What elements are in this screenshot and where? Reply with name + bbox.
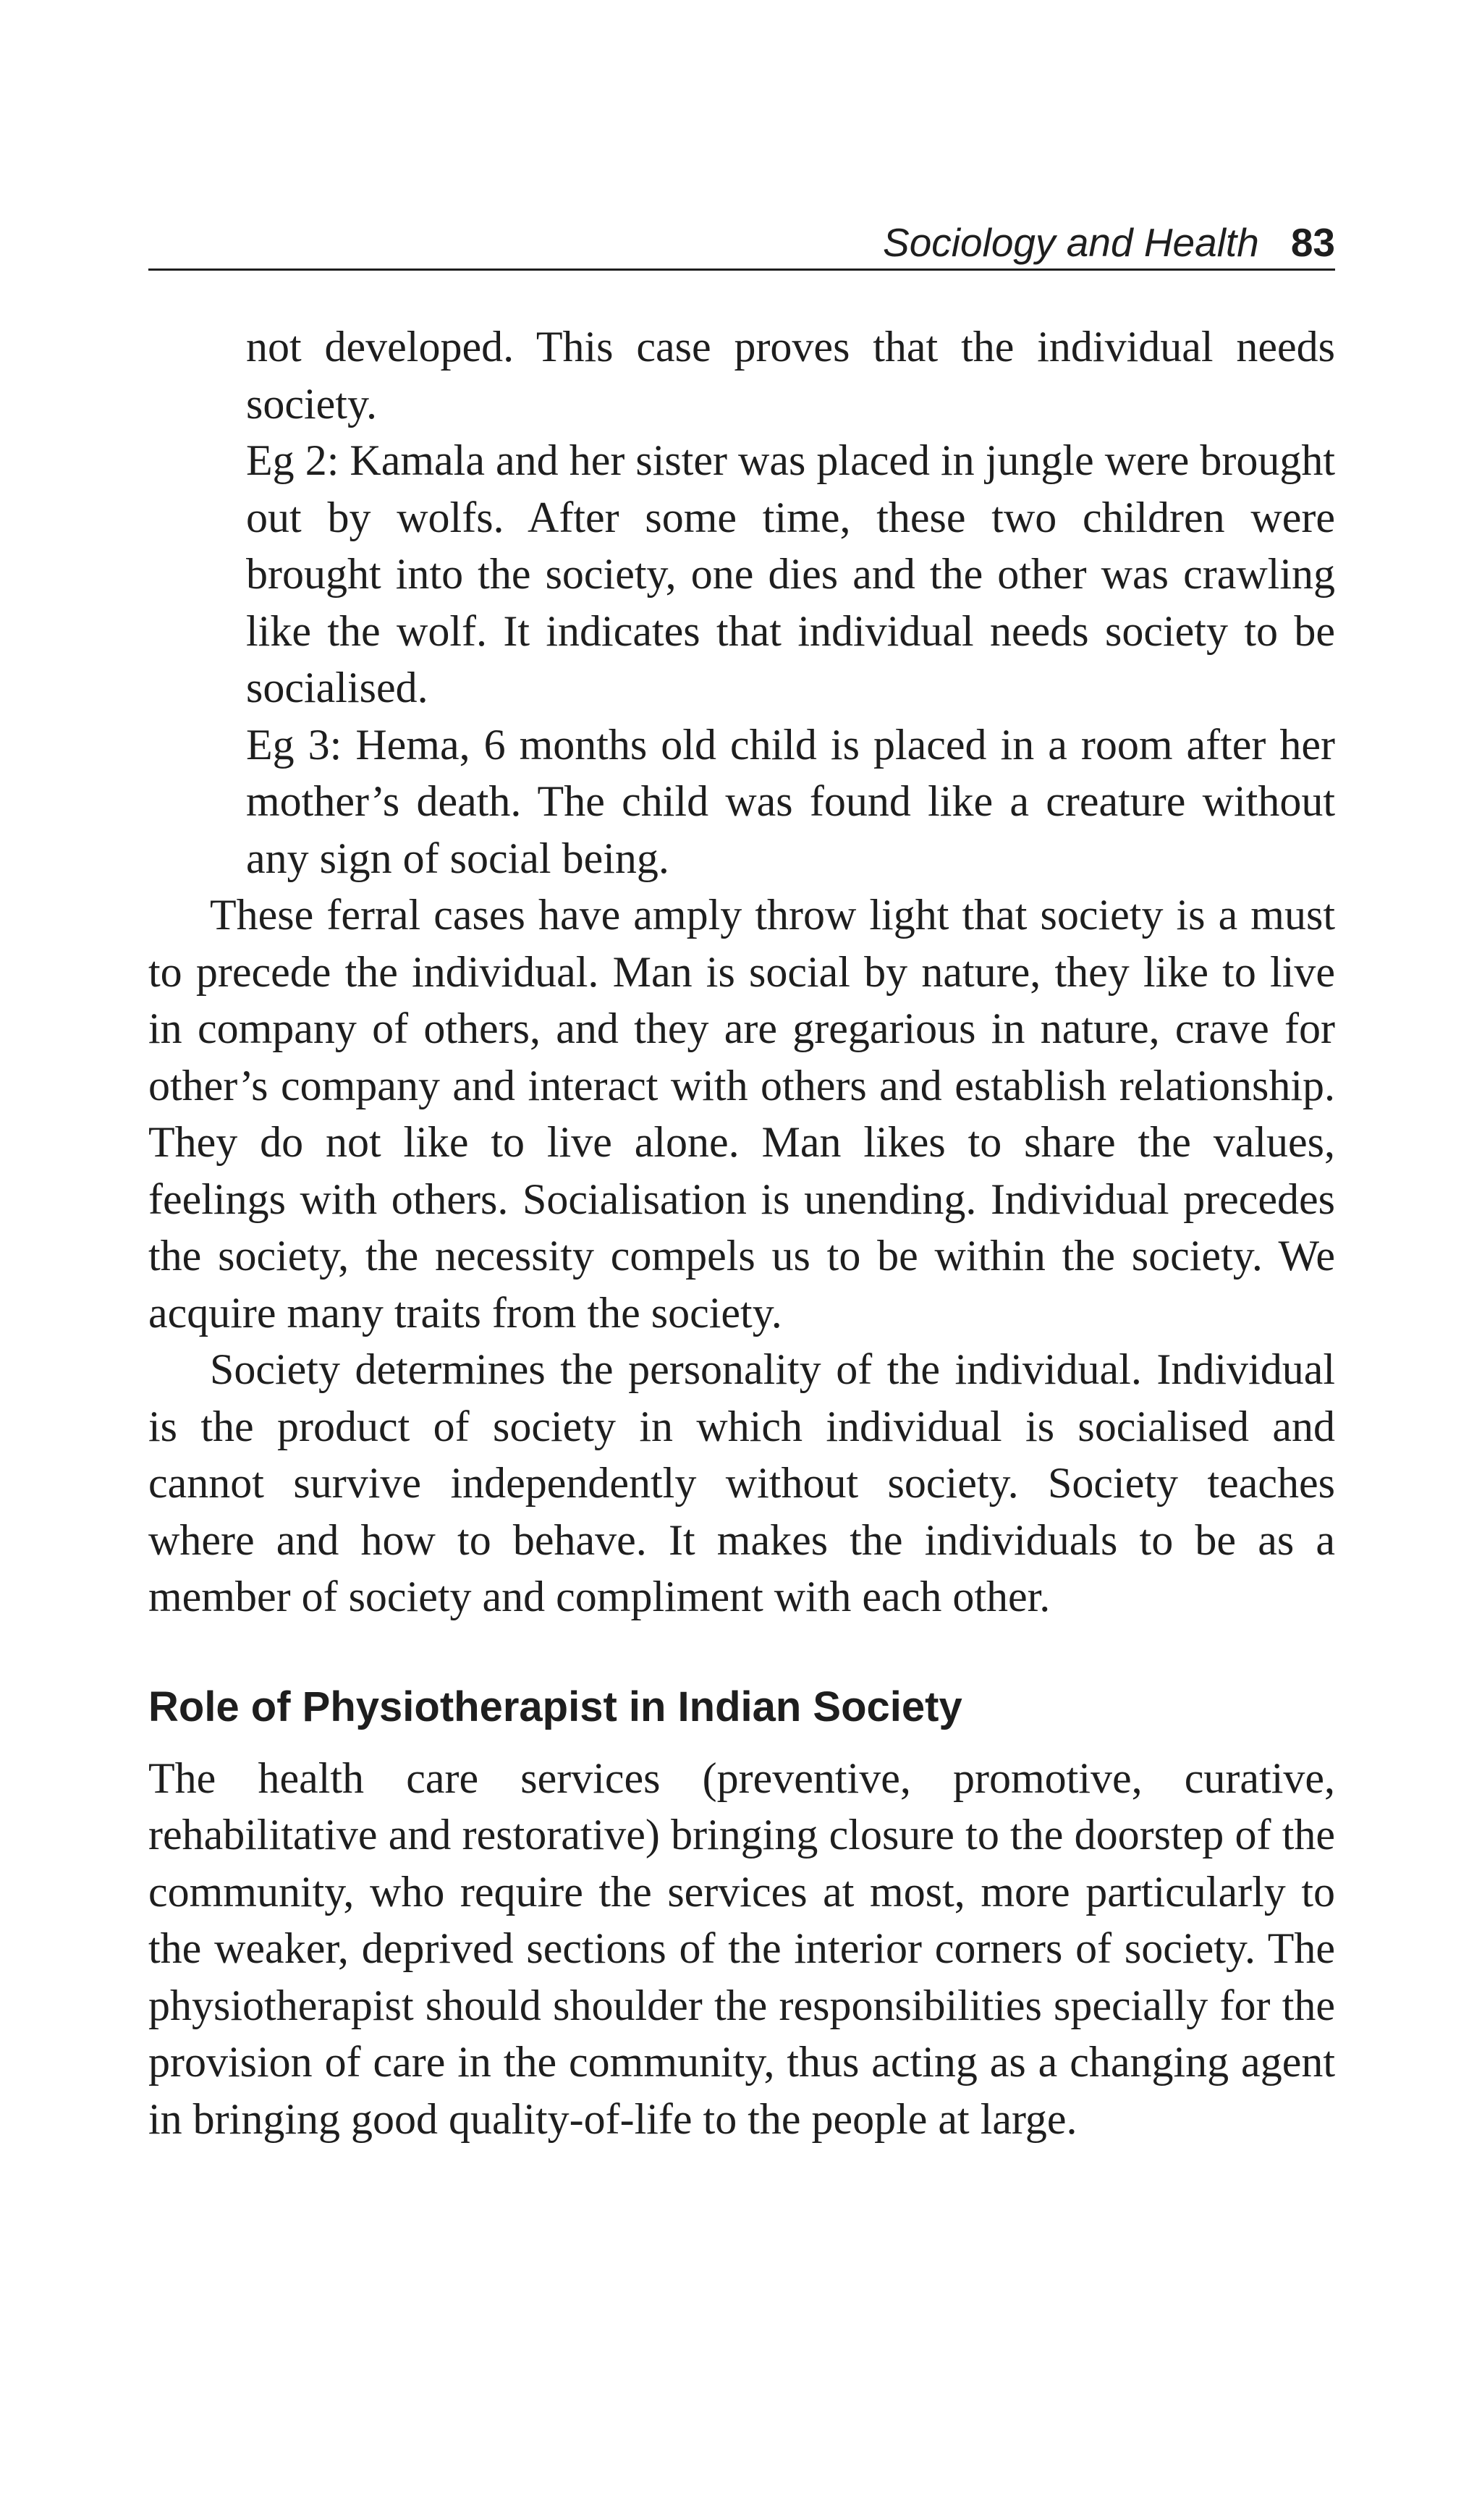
example-3: Eg 3: Hema, 6 months old child is placed in a room after her mother’s death. The child was found like a creature without any sign of social being. xyxy=(246,720,1335,882)
page-body xyxy=(148,318,1335,2147)
page-header xyxy=(148,214,1335,271)
running-title: Sociology and Health xyxy=(883,220,1259,265)
paragraph-ferral-cases: These ferral cases have amply throw light that society is a must to precede the individual. Man is social by nature, they like to live in company of others, and they are gregarious in nature, crave for other’s company and interact with others and establish relationship. They do not like to live alone. Man likes to share the values, feelings with others. Socialisation is unending. Individual precedes the society, the necessity compels us to be within the society. We acquire many traits from the society. xyxy=(148,891,1335,1337)
section-heading: Role of Physiotherapist in Indian Society xyxy=(148,1683,962,1730)
example-2: Eg 2: Kamala and her sister was placed in jungle were brought out by wolfs. After some time, these two children were brought into the society, one dies and the other was crawling like the wolf. It indicates that individual needs society to be socialised. xyxy=(246,436,1335,711)
paragraph-society-personality: Society determines the personality of the individual. Individual is the product of society in which individual is socialised and cannot survive independently without society. Society teaches where and how to behave. It makes the individuals to be as a member of society and compliment with each other. xyxy=(148,1345,1335,1620)
page-number: 83 xyxy=(1290,220,1335,265)
example-continuation: not developed. This case proves that the individual needs society. xyxy=(246,323,1335,428)
paragraph-physiotherapist-role: The health care services (preventive, promotive, curative, rehabilitative and restorative) bringing closure to the doorstep of the community, who require the services at most, more particularly to the weaker, deprived sections of the interior corners of society. The physiotherapist should shoulder the responsibilities specially for the provision of care in the community, thus acting as a changing agent in bringing good quality-of-life to the people at large. xyxy=(148,1754,1335,2143)
